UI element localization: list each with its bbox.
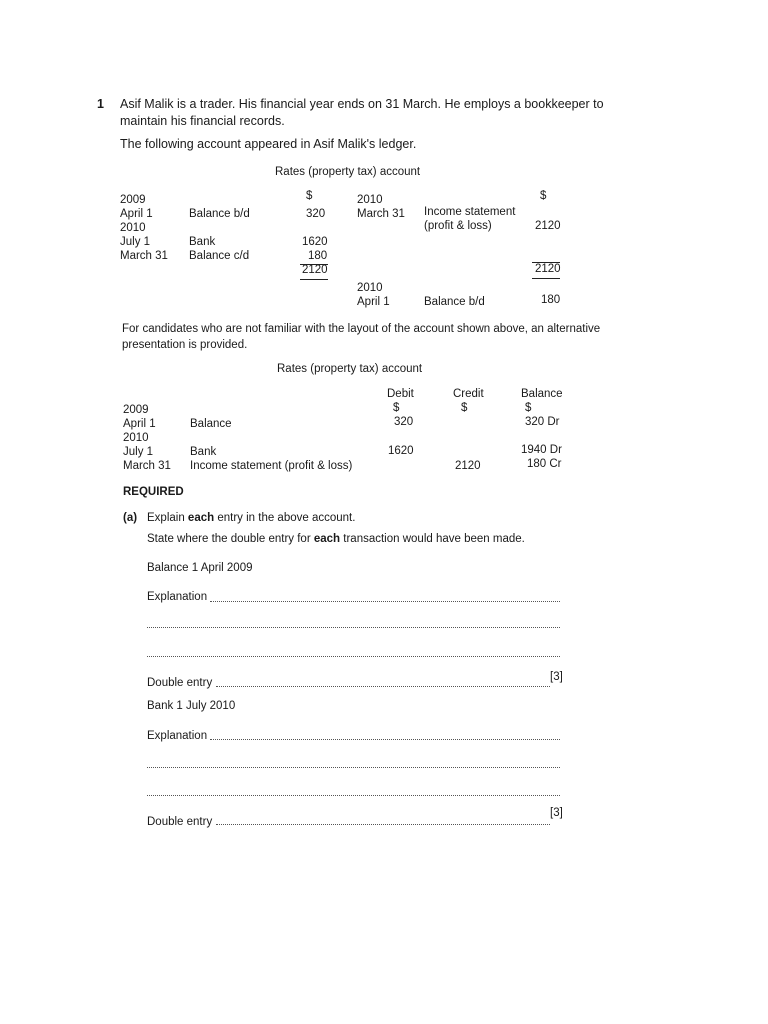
col-currency-balance: $ xyxy=(525,402,532,414)
t-carry-amount: 180 xyxy=(541,294,561,306)
running-row-balance: 1940 Dr xyxy=(521,444,562,456)
block-heading: Bank 1 July 2010 xyxy=(147,700,236,712)
t-left-detail: Balance c/d xyxy=(189,250,250,262)
intro-line-1: Asif Malik is a trader. His financial year ends on 31 March. He employs a bookkeeper to xyxy=(120,97,604,111)
answer-line[interactable] xyxy=(210,601,560,602)
alt-intro-line-1: For candidates who are not familiar with the layout of the account shown above, an alternative xyxy=(122,323,601,335)
t-account-title: Rates (property tax) account xyxy=(275,166,421,178)
t-left-amount: 320 xyxy=(306,208,326,220)
running-row-debit: 1620 xyxy=(388,445,414,457)
t-right-detail: (profit & loss) xyxy=(424,220,492,232)
alt-intro-line-2: presentation is provided. xyxy=(122,339,248,351)
t-right-date: March 31 xyxy=(357,208,405,220)
running-row-detail: Balance xyxy=(190,418,232,430)
marks: [3] xyxy=(550,671,563,683)
running-row-detail: Income statement (profit & loss) xyxy=(190,460,353,472)
required-heading: REQUIRED xyxy=(123,486,184,498)
running-row-detail: Bank xyxy=(190,446,217,458)
t-account-right-currency: $ xyxy=(540,190,547,202)
question-number: 1 xyxy=(97,97,104,111)
explanation-label: Explanation xyxy=(147,591,208,603)
running-row-date: 2010 xyxy=(123,432,149,444)
t-right-total: 2120 xyxy=(535,263,561,275)
running-row-balance: 320 Dr xyxy=(525,416,560,428)
t-left-amount: 180 xyxy=(308,250,328,262)
answer-line[interactable] xyxy=(147,795,560,796)
answer-line[interactable] xyxy=(216,686,550,687)
explanation-label: Explanation xyxy=(147,730,208,742)
intro-line-3: The following account appeared in Asif Malik's ledger. xyxy=(120,137,417,151)
t-right-amount: 2120 xyxy=(535,220,561,232)
col-header-credit: Credit xyxy=(453,388,484,400)
running-row-credit: 2120 xyxy=(455,460,481,472)
t-right-detail: Income statement xyxy=(424,206,516,218)
running-row-debit: 320 xyxy=(394,416,414,428)
running-row-date: March 31 xyxy=(123,460,171,472)
t-carry-date: April 1 xyxy=(357,296,390,308)
intro-line-2: maintain his financial records. xyxy=(120,114,285,128)
part-label: (a) xyxy=(123,512,138,524)
answer-line[interactable] xyxy=(147,767,560,768)
double-entry-label: Double entry xyxy=(147,816,213,828)
running-row-date: 2009 xyxy=(123,404,149,416)
t-right-date: 2010 xyxy=(357,194,383,206)
running-row-balance: 180 Cr xyxy=(527,458,562,470)
marks: [3] xyxy=(550,807,563,819)
state-instruction: State where the double entry for each transaction would have been made. xyxy=(147,533,525,545)
t-right-total-rule-bottom xyxy=(532,278,560,279)
t-carry-year: 2010 xyxy=(357,282,383,294)
col-currency-credit: $ xyxy=(461,402,468,414)
t-left-detail: Bank xyxy=(189,236,216,248)
running-row-date: July 1 xyxy=(123,446,154,458)
t-left-date: April 1 xyxy=(120,208,153,220)
running-row-date: April 1 xyxy=(123,418,156,430)
answer-line[interactable] xyxy=(210,739,560,740)
t-left-date: March 31 xyxy=(120,250,168,262)
t-account-left-currency: $ xyxy=(306,190,313,202)
t-left-date: 2010 xyxy=(120,222,146,234)
running-account-title: Rates (property tax) account xyxy=(277,363,423,375)
col-header-debit: Debit xyxy=(387,388,414,400)
t-carry-detail: Balance b/d xyxy=(424,296,485,308)
col-header-balance: Balance xyxy=(521,388,563,400)
block-heading: Balance 1 April 2009 xyxy=(147,562,253,574)
part-instruction: Explain each entry in the above account. xyxy=(147,512,356,524)
answer-line[interactable] xyxy=(216,824,550,825)
t-left-date: 2009 xyxy=(120,194,146,206)
t-left-amount: 1620 xyxy=(302,236,328,248)
t-left-detail: Balance b/d xyxy=(189,208,250,220)
t-left-total-rule-bottom xyxy=(300,279,328,280)
t-left-total: 2120 xyxy=(302,264,328,276)
col-currency-debit: $ xyxy=(393,402,400,414)
double-entry-label: Double entry xyxy=(147,677,213,689)
answer-line[interactable] xyxy=(147,627,560,628)
t-left-date: July 1 xyxy=(120,236,151,248)
answer-line[interactable] xyxy=(147,656,560,657)
